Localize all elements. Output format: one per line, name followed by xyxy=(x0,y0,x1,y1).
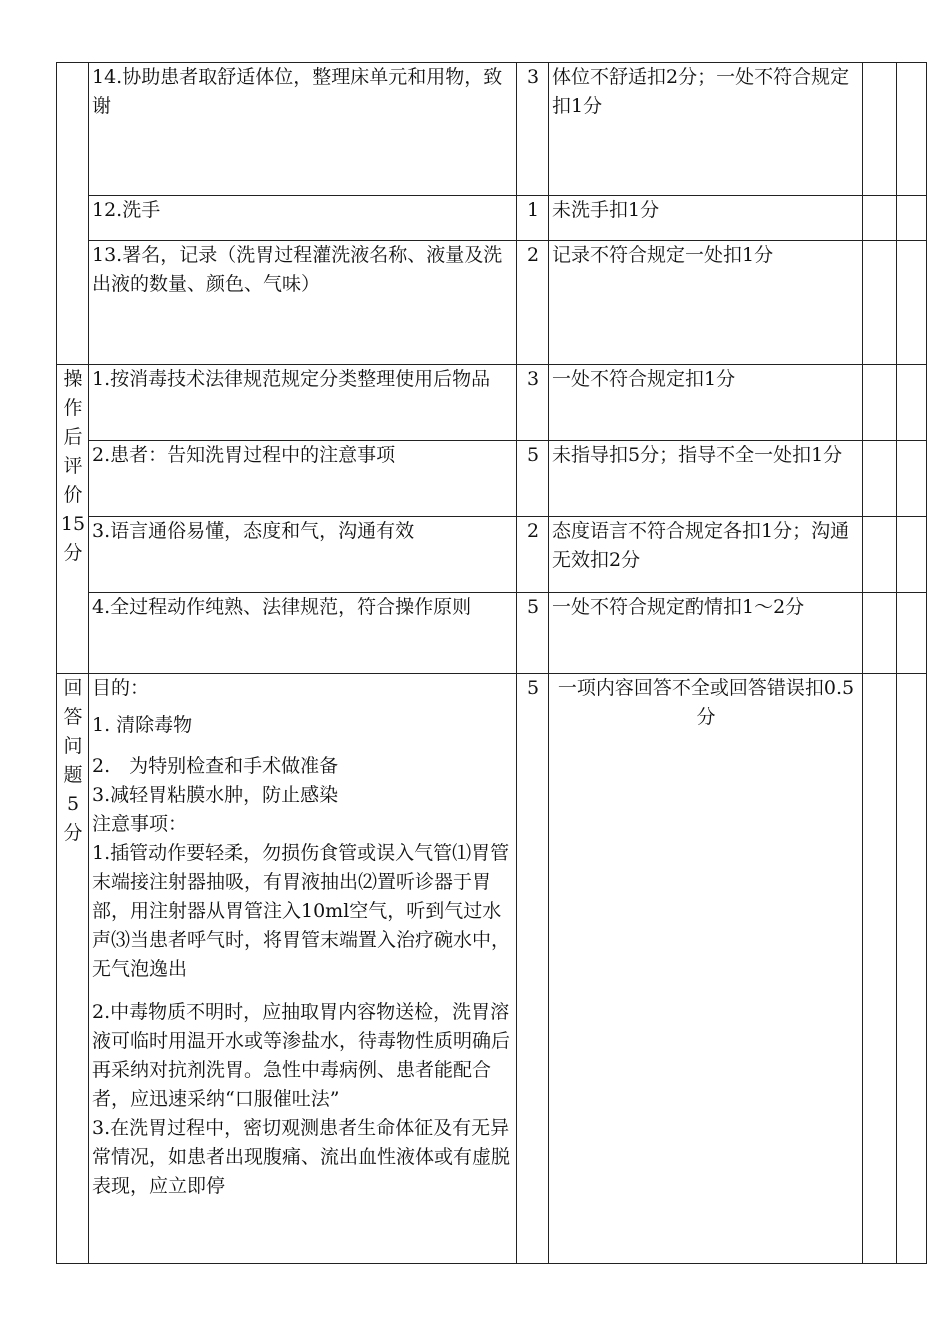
blank-cell xyxy=(897,365,927,441)
blank-cell xyxy=(897,517,927,593)
category-cell-empty xyxy=(57,63,89,365)
table-row xyxy=(57,674,927,1264)
deduct-cell: 一处不符合规定扣1分 xyxy=(549,365,863,441)
category-post-eval xyxy=(57,365,89,674)
item-cell: 13.署名，记录（洗胃过程灌洗液名称、液量及洗出液的数量、颜色、气味） xyxy=(89,241,517,365)
item-cell: 14.协助患者取舒适体位，整理床单元和用物，致谢 xyxy=(89,63,517,196)
purpose-item: 1. 清除毒物 xyxy=(92,714,193,736)
deduct-cell: 一处不符合规定酌情扣1～2分 xyxy=(549,593,863,674)
table-row xyxy=(57,441,927,517)
blank-cell xyxy=(863,241,897,365)
scoring-table xyxy=(56,62,927,1264)
blank-cell xyxy=(863,196,897,241)
blank-cell xyxy=(897,441,927,517)
note-item: 2.中毒物质不明时，应抽取胃内容物送检，洗胃溶液可临时用温开水或等渗盐水，待毒物性质明确后再采纳对抗剂洗胃。急性中毒病例、患者能配合者，应迅速采纳“口服催吐法” xyxy=(92,1001,511,1110)
score-cell: 5 xyxy=(517,441,549,517)
table-row xyxy=(57,593,927,674)
blank-cell xyxy=(897,674,927,1264)
score-cell: 2 xyxy=(517,517,549,593)
item-cell: 1.按消毒技术法律规范规定分类整理使用后物品 xyxy=(89,365,517,441)
qa-content-cell xyxy=(89,674,517,1264)
blank-cell xyxy=(863,517,897,593)
item-cell: 4.全过程动作纯熟、法律规范，符合操作原则 xyxy=(89,593,517,674)
blank-cell xyxy=(863,593,897,674)
score-cell: 3 xyxy=(517,63,549,196)
notes-title: 注意事项： xyxy=(92,813,188,835)
deduct-cell: 未洗手扣1分 xyxy=(549,196,863,241)
blank-cell xyxy=(897,196,927,241)
purpose-item: 3.减轻胃粘膜水肿，防止感染 xyxy=(92,784,339,806)
deduct-cell: 态度语言不符合规定各扣1分；沟通无效扣2分 xyxy=(549,517,863,593)
score-cell: 1 xyxy=(517,196,549,241)
category-label: 回答问题5分 xyxy=(63,677,83,844)
table-row xyxy=(57,365,927,441)
table-row xyxy=(57,241,927,365)
category-qa xyxy=(57,674,89,1264)
blank-cell xyxy=(897,241,927,365)
blank-cell xyxy=(863,441,897,517)
table-row xyxy=(57,196,927,241)
score-cell: 5 xyxy=(517,593,549,674)
score-cell: 5 xyxy=(517,674,549,1264)
note-item: 1.插管动作要轻柔，勿损伤食管或误入气管⑴胃管末端接注射器抽吸，有胃液抽出⑵置听诊器于胃部，用注射器从胃管注入10ml空气，听到气过水声⑶当患者呼气时，将胃管末端置入治疗碗水中，无气泡逸出 xyxy=(92,842,511,980)
deduct-cell: 一项内容回答不全或回答错误扣0.5分 xyxy=(549,674,863,1264)
blank-cell xyxy=(897,63,927,196)
score-cell: 3 xyxy=(517,365,549,441)
deduct-cell: 体位不舒适扣2分；一处不符合规定扣1分 xyxy=(549,63,863,196)
score-cell: 2 xyxy=(517,241,549,365)
blank-cell xyxy=(897,593,927,674)
deduct-cell: 未指导扣5分；指导不全一处扣1分 xyxy=(549,441,863,517)
blank-cell xyxy=(863,63,897,196)
purpose-title: 目的： xyxy=(92,677,150,699)
note-item: 3.在洗胃过程中，密切观测患者生命体征及有无异常情况，如患者出现腹痛、流出血性液体或有虚脱表现，应立即停 xyxy=(92,1117,511,1197)
item-cell: 12.洗手 xyxy=(89,196,517,241)
blank-cell xyxy=(863,365,897,441)
deduct-cell: 记录不符合规定一处扣1分 xyxy=(549,241,863,365)
item-cell: 3.语言通俗易懂，态度和气，沟通有效 xyxy=(89,517,517,593)
purpose-item: 2. 为特别检查和手术做准备 xyxy=(92,755,339,777)
table-row xyxy=(57,63,927,196)
item-cell: 2.患者：告知洗胃过程中的注意事项 xyxy=(89,441,517,517)
category-label: 操作后评价15分 xyxy=(60,368,86,564)
blank-cell xyxy=(863,674,897,1264)
table-row xyxy=(57,517,927,593)
